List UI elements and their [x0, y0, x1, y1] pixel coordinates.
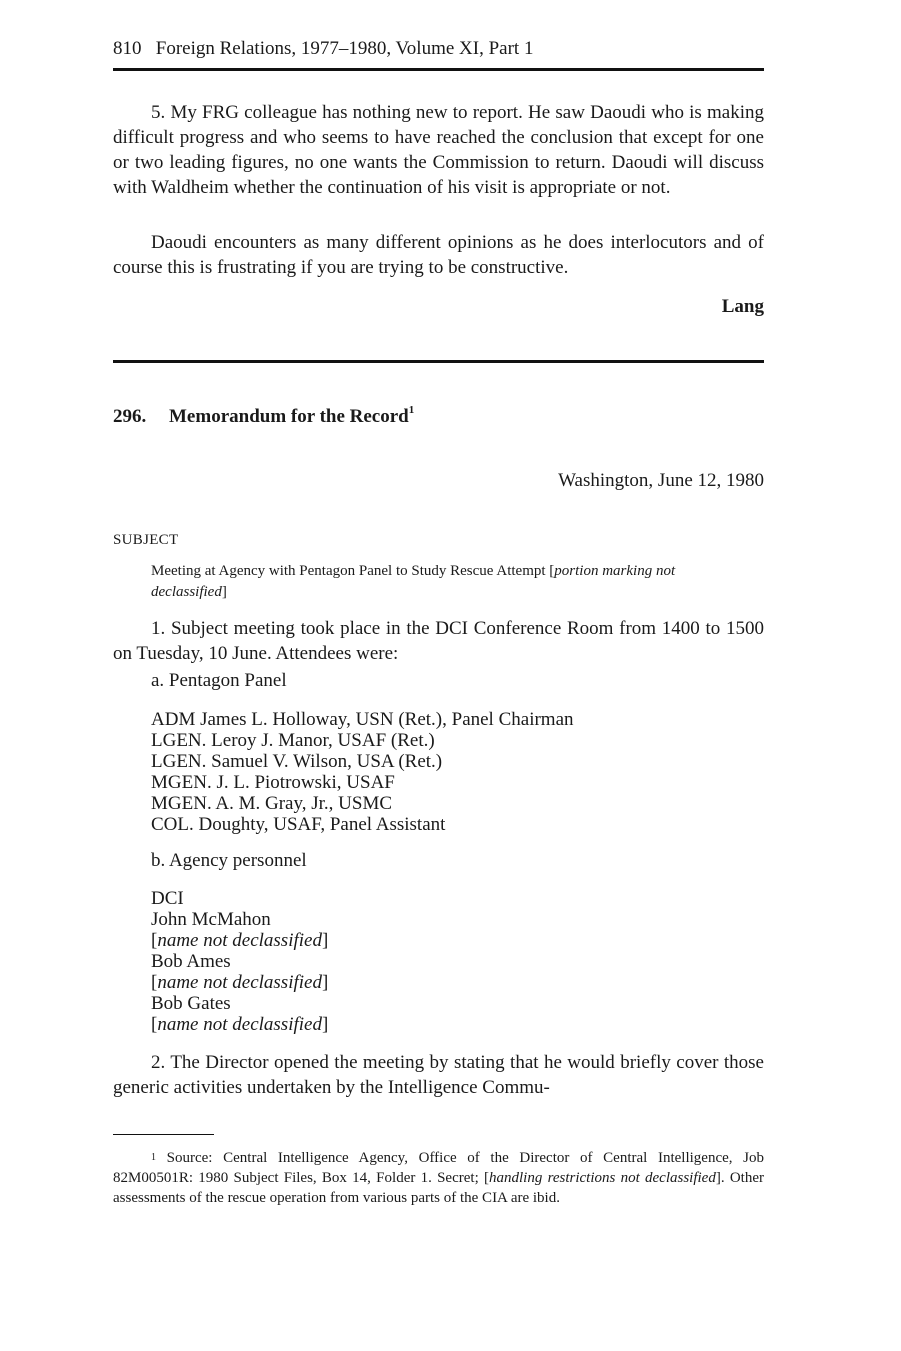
list-item: LGEN. Samuel V. Wilson, USA (Ret.)	[151, 751, 443, 772]
running-head	[113, 38, 764, 60]
paragraph-2: 2. The Director opened the meeting by stating that he would briefly cover those generic activities undertaken by the Intelligence Commu-	[113, 1052, 764, 1098]
volume-title: Foreign Relations, 1977–1980, Volume XI, Part 1	[155, 38, 534, 59]
redaction-note: name not declassified	[157, 972, 322, 993]
subject-text	[151, 561, 731, 603]
list-item: LGEN. Leroy J. Manor, USAF (Ret.)	[151, 730, 435, 751]
footnote-reference[interactable]: 1	[408, 404, 415, 416]
subject-close: ]	[221, 584, 227, 600]
list-item: COL. Doughty, USAF, Panel Assistant	[151, 814, 446, 835]
group-a-label: a. Pentagon Panel	[151, 670, 287, 691]
header-rule	[113, 68, 764, 71]
list-item: John McMahon	[151, 909, 271, 930]
dateline: Washington, June 12, 1980	[558, 470, 764, 491]
group-b-label: b. Agency personnel	[151, 850, 307, 871]
list-item-redacted: [name not declassified]	[151, 930, 329, 951]
footnote-marker: 1	[151, 1152, 156, 1163]
list-item: MGEN. J. L. Piotrowski, USAF	[151, 772, 395, 793]
footnote	[113, 1148, 764, 1208]
list-item-redacted: [name not declassified]	[151, 1014, 329, 1035]
list-item: DCI	[151, 888, 184, 909]
document-number: 296.	[113, 406, 147, 427]
redaction-note: name not declassified	[157, 930, 322, 951]
agency-personnel-list	[151, 888, 328, 1035]
list-item-redacted: [name not declassified]	[151, 972, 329, 993]
list-item: Bob Ames	[151, 951, 231, 972]
document-title: Memorandum for the Record	[169, 406, 409, 427]
footnote-text-b: ]. Other assessments of the rescue operation from various parts of the CIA are ibid.	[113, 1170, 764, 1206]
paragraph-1: 1. Subject meeting took place in the DCI Conference Room from 1400 to 1500 on Tuesday, 10 June. Attendees were:	[113, 618, 764, 664]
document-heading	[113, 406, 414, 428]
page-number: 810	[113, 38, 142, 59]
section-divider	[113, 360, 764, 363]
footnote-rule	[113, 1134, 214, 1135]
prior-doc-paragraph-6: Daoudi encounters as many different opinions as he does interlocutors and of course this is frustrating if you are trying to be constructive.	[113, 232, 764, 278]
redaction-note: name not declassified	[157, 1014, 322, 1035]
footnote-text-a: Source: Central Intelligence Agency, Office of the Director of Central Intelligence, Job 82M00501R: 1980 Subject Files, Box 14, Folder 1. Secret; [	[113, 1150, 764, 1186]
footnote-redaction-note: handling restrictions not declassified	[488, 1170, 716, 1186]
list-item: MGEN. A. M. Gray, Jr., USMC	[151, 793, 393, 814]
subject-main: Meeting at Agency with Pentagon Panel to Study Rescue Attempt [	[151, 563, 555, 579]
subject-label: SUBJECT	[113, 532, 179, 548]
pentagon-panel-list	[151, 709, 574, 835]
prior-doc-paragraph-5: 5. My FRG colleague has nothing new to report. He saw Daoudi who is making difficult progress and who seems to have reached the conclusion that except for one or two leading figures, no one wants the Commission to return. Daoudi will discuss with Waldheim whether the continuation of his visit is appropriate or not.	[113, 102, 764, 198]
signature: Lang	[721, 296, 764, 317]
list-item: Bob Gates	[151, 993, 231, 1014]
list-item: ADM James L. Holloway, USN (Ret.), Panel Chairman	[151, 709, 574, 730]
subject-redaction-note: portion marking not declassified	[151, 563, 676, 600]
